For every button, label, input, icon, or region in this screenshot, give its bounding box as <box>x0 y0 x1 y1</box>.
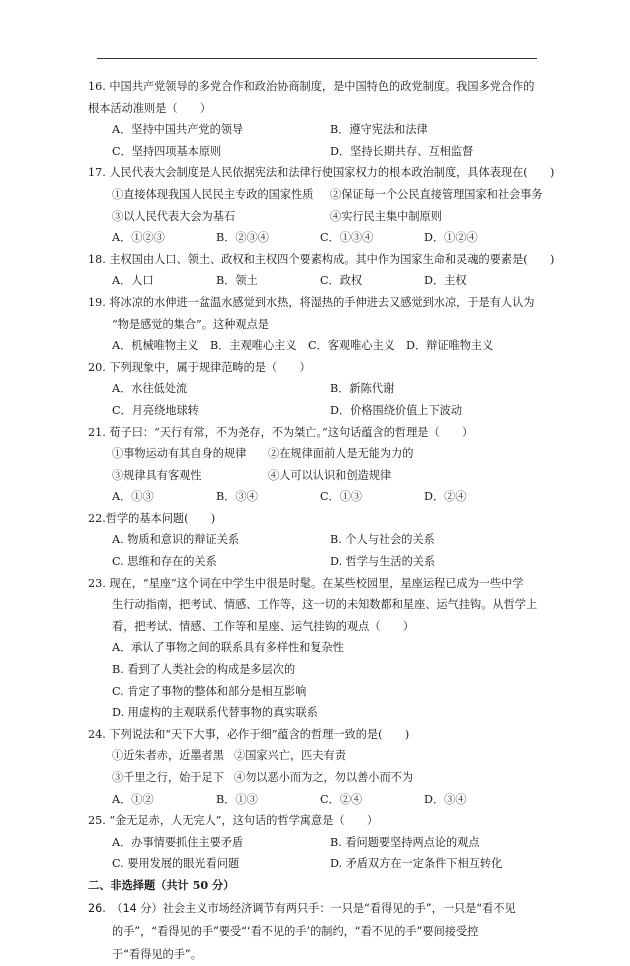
option-c[interactable]: C．政权 <box>320 274 363 288</box>
statement: ①直接体现我国人民民主专政的国家性质 <box>112 187 314 201</box>
option-c[interactable]: C．②④ <box>320 792 363 806</box>
option-d[interactable]: D．主权 <box>424 274 467 288</box>
question-stem: 23. 现在，“星座”这个词在中学生中很是时髦。在某些校园里，星座运程已成为一些中学 <box>88 576 524 590</box>
question-24 <box>88 724 543 810</box>
statement: ④人可以认识和创造规律 <box>268 468 392 482</box>
question-22 <box>88 508 543 573</box>
option-b[interactable]: B．领土 <box>216 274 258 288</box>
statement: ①近朱者赤，近墨者黑 <box>112 749 224 763</box>
statement: ②保证每一个公民直接管理国家和社会事务 <box>330 187 543 201</box>
option-d[interactable]: D．辩证唯物主义 <box>406 339 494 353</box>
option-a[interactable]: A．①③ <box>112 490 154 504</box>
option-a[interactable]: A．办事情要抓住主要矛盾 <box>112 835 244 849</box>
question-stem: 16. 中国共产党领导的多党合作和政治协商制度，是中国特色的政党制度。我国多党合作的 <box>88 80 535 93</box>
question-stem: 24. 下列说法和“天下大事，必作于细”蕴含的哲理一致的是( ) <box>88 727 410 741</box>
option-row <box>88 832 543 854</box>
statement: ③规律具有客观性 <box>112 468 202 482</box>
statement-row <box>88 745 543 767</box>
option-row <box>88 853 543 875</box>
exam-content <box>88 76 555 966</box>
statement: ②在规律面前人是无能为力的 <box>268 447 414 461</box>
question-25 <box>88 810 543 875</box>
option-b[interactable]: B．主观唯心主义 <box>210 339 297 353</box>
question-stem: 根本活动准则是（ ） <box>88 101 212 115</box>
question-stem: 26. （14 分）社会主义市场经济调节有两只手：一只是“看得见的手”，一只是“看不见 <box>88 901 516 915</box>
question-18 <box>88 249 555 292</box>
option-row <box>88 335 543 357</box>
option-row <box>88 551 543 573</box>
option-c[interactable]: C. 要用发展的眼光看问题 <box>112 857 240 871</box>
question-stem: 19. 将冰凉的水伸进一盆温水感觉到水热，将湿热的手伸进去又感觉到水凉，于是有人认为 <box>88 295 535 309</box>
option-b[interactable]: B．①③ <box>216 792 258 806</box>
question-stem: 17. 人民代表大会制度是人民依据宪法和法律行使国家权力的根本政治制度，具体表现在( ) <box>88 166 555 180</box>
option-c[interactable]: C．①③ <box>320 490 363 504</box>
statement: ①事物运动有其自身的规律 <box>112 447 247 461</box>
option-row <box>88 227 543 249</box>
question-stem: 看，把考试、情感、工作等和星座、运气挂钩的观点（ ） <box>112 619 415 633</box>
option-c[interactable]: C. 思维和存在的关系 <box>112 555 217 569</box>
option-d[interactable]: D．价格围绕价值上下波动 <box>330 403 463 417</box>
option-b[interactable]: B．②③④ <box>216 231 269 245</box>
question-stem: 18. 主权国由人口、领土、政权和主权四个要素构成。其中作为国家生命和灵魂的要素是( ) <box>88 252 555 266</box>
option-d[interactable]: D. 矛盾双方在一定条件下相互转化 <box>330 857 503 871</box>
question-20 <box>88 357 543 422</box>
question-16 <box>88 76 543 162</box>
option-row <box>88 486 543 508</box>
option-b[interactable]: B. 看到了人类社会的构成是多层次的 <box>112 663 296 677</box>
statement-row <box>88 206 543 228</box>
question-stem: 于“看得见的手”。 <box>112 947 202 961</box>
statement: ③千里之行，始于足下 <box>112 771 224 784</box>
option-c[interactable]: C．客观唯心主义 <box>308 339 395 353</box>
question-26 <box>88 897 543 966</box>
option-b[interactable]: B. 个人与社会的关系 <box>330 533 435 547</box>
question-stem: 22.哲学的基本问题( ) <box>88 511 216 525</box>
statement-row <box>88 767 543 789</box>
option-b[interactable]: B. 看问题要坚持两点论的观点 <box>330 835 480 849</box>
option-a[interactable]: A．承认了事物之间的联系具有多样性和复杂性 <box>112 641 344 655</box>
option-row <box>88 270 543 292</box>
option-d[interactable]: D．①②④ <box>424 231 478 245</box>
option-b[interactable]: B．遵守宪法和法律 <box>330 123 428 137</box>
statement: ④实行民主集中制原则 <box>330 209 442 223</box>
statement-row <box>88 443 543 465</box>
question-stem: 20. 下列现象中，属于规律范畴的是（ ） <box>88 360 311 374</box>
option-a[interactable]: A．坚持中国共产党的领导 <box>112 123 244 137</box>
option-a[interactable]: A．机械唯物主义 <box>112 339 199 353</box>
option-d[interactable]: D. 用虚构的主观联系代替事物的真实联系 <box>112 706 318 720</box>
option-a[interactable]: A．①② <box>112 792 154 806</box>
option-b[interactable]: B．新陈代谢 <box>330 382 395 396</box>
option-a[interactable]: A. 物质和意识的辩证关系 <box>112 533 240 547</box>
option-d[interactable]: D．坚持长期共存、互相监督 <box>330 144 474 158</box>
statement: ②国家兴亡，匹夫有责 <box>234 749 346 763</box>
question-23 <box>88 573 543 724</box>
section-title: 二、非选择题（共计 50 分） <box>88 877 235 892</box>
question-stem: 25. “金无足赤，人无完人”，这句话的哲学寓意是（ ） <box>88 814 379 828</box>
option-c[interactable]: C．①③④ <box>320 231 374 245</box>
statement-row <box>88 184 543 206</box>
option-d[interactable]: D．③④ <box>424 792 467 806</box>
question-stem: 生行动指南，把考试、情感、工作等，这一切的未知数都和星座、运气挂钩。从哲学上 <box>112 598 538 612</box>
option-row <box>88 119 543 141</box>
option-d[interactable]: D．②④ <box>424 490 467 504</box>
option-a[interactable]: A．水往低处流 <box>112 382 188 396</box>
option-c[interactable]: C．坚持四项基本原则 <box>112 144 222 158</box>
header-rule <box>97 58 537 59</box>
question-17 <box>88 162 555 248</box>
option-row <box>88 378 543 400</box>
option-row <box>88 141 543 163</box>
option-b[interactable]: B．③④ <box>216 490 258 504</box>
statement: ③以人民代表大会为基石 <box>112 209 236 223</box>
option-a[interactable]: A．人口 <box>112 274 154 288</box>
question-stem: 的手”，“看得见的手”要受“‘看不见的手’的制约，“看不见的手”要间接受控 <box>112 924 479 938</box>
question-19 <box>88 292 543 357</box>
option-c[interactable]: C. 肯定了事物的整体和部分是相互影响 <box>112 684 307 698</box>
question-21 <box>88 422 543 508</box>
option-row <box>88 529 543 551</box>
question-stem: 21. 荀子曰：“天行有常，不为尧存，不为桀亡。”这句话蕴含的哲理是（ ） <box>88 425 474 439</box>
question-stem: “物是感觉的集合”。这种观点是 <box>112 317 269 331</box>
option-d[interactable]: D. 哲学与生活的关系 <box>330 555 436 569</box>
option-row <box>88 400 543 422</box>
option-c[interactable]: C．月亮绕地球转 <box>112 403 199 417</box>
statement: ④勿以恶小而为之，勿以善小而不为 <box>234 771 414 784</box>
option-row <box>88 789 543 811</box>
statement-row <box>88 465 543 487</box>
option-a[interactable]: A．①②③ <box>112 231 165 245</box>
